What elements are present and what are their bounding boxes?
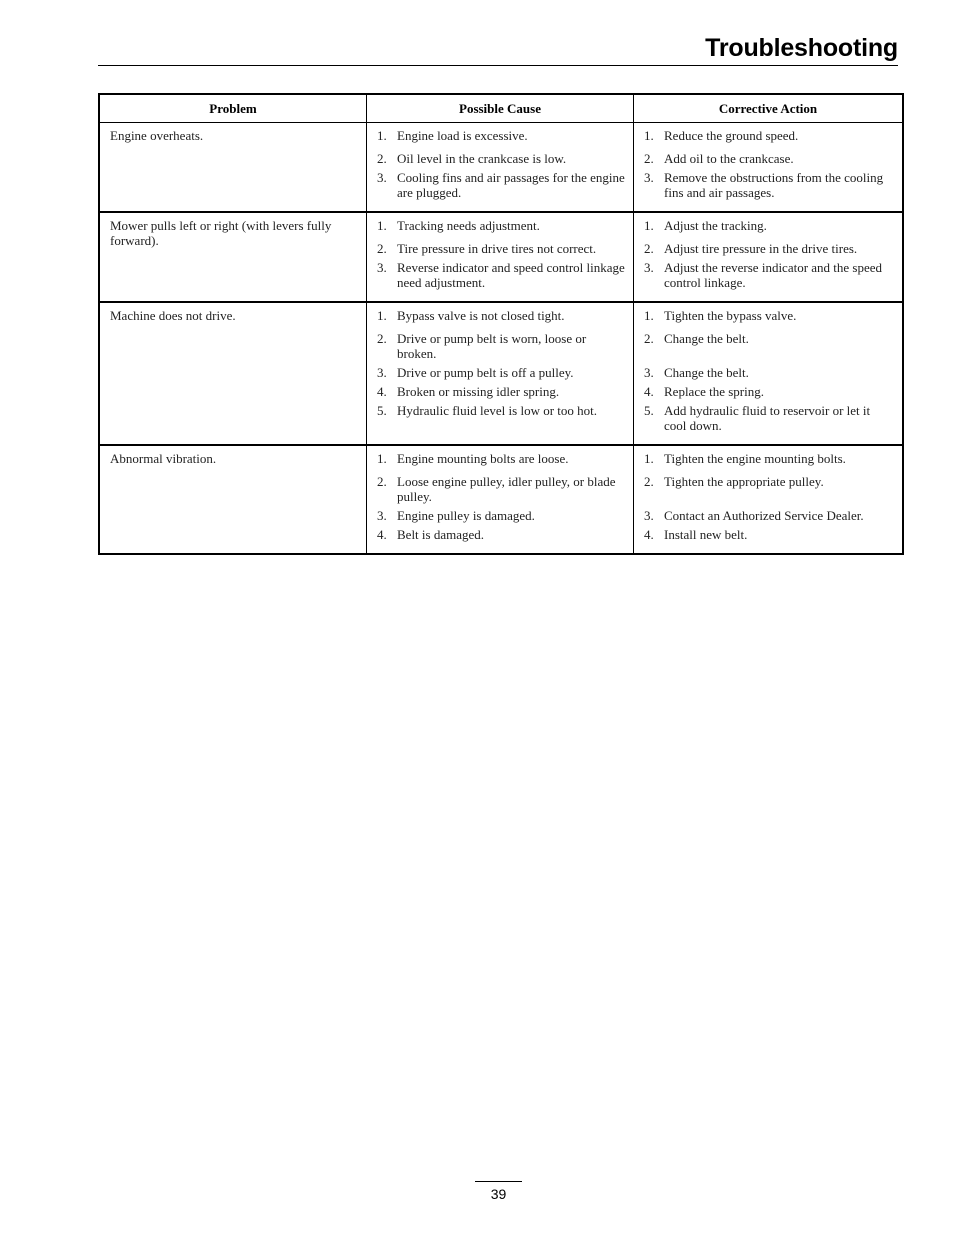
item-number: 3. (377, 260, 387, 275)
item-number: 2. (377, 241, 387, 256)
list-item (377, 508, 625, 523)
item-number: 3. (377, 170, 387, 185)
item-number: 4. (644, 527, 654, 542)
item-text: Add oil to the crankcase. (664, 151, 794, 166)
item-number: 5. (644, 403, 654, 418)
table-row (99, 445, 903, 554)
problem-cell: Engine overheats. (99, 123, 367, 213)
page-number: 39 (475, 1181, 522, 1202)
list-item (644, 151, 894, 166)
item-text: Engine pulley is damaged. (397, 508, 535, 523)
item-number: 2. (644, 474, 654, 489)
list-item (377, 403, 625, 418)
list-item (377, 260, 625, 290)
item-text: Hydraulic fluid level is low or too hot. (397, 403, 598, 418)
item-number: 2. (377, 474, 387, 489)
item-text: Belt is damaged. (397, 527, 485, 542)
item-text: Adjust tire pressure in the drive tires. (664, 241, 858, 256)
problem-cell: Abnormal vibration. (99, 445, 367, 554)
item-text: Engine load is excessive. (397, 128, 528, 143)
column-header-problem: Problem (99, 94, 367, 123)
item-number: 3. (644, 365, 654, 380)
cause-cell (367, 123, 634, 213)
list-item (644, 170, 894, 200)
item-text: Change the belt. (664, 331, 749, 346)
item-number: 1. (377, 451, 387, 466)
table-row (99, 123, 903, 213)
item-number: 1. (377, 218, 387, 233)
column-header-corrective-action: Corrective Action (634, 94, 904, 123)
list-item (377, 527, 625, 542)
item-text: Drive or pump belt is off a pulley. (397, 365, 574, 380)
item-number: 3. (644, 170, 654, 185)
column-header-possible-cause: Possible Cause (367, 94, 634, 123)
item-text: Loose engine pulley, idler pulley, or blade pulley. (397, 474, 616, 504)
item-number: 4. (377, 384, 387, 399)
list-item (644, 308, 894, 323)
problem-cell: Machine does not drive. (99, 302, 367, 445)
item-number: 1. (644, 218, 654, 233)
list-item (644, 260, 894, 290)
item-number: 1. (644, 128, 654, 143)
item-number: 2. (644, 151, 654, 166)
table-row (99, 302, 903, 445)
action-cell (634, 212, 904, 302)
list-item (644, 508, 894, 523)
item-text: Adjust the reverse indicator and the speed control linkage. (664, 260, 883, 290)
list-item (644, 403, 894, 433)
row-spacer (644, 350, 894, 365)
action-cell (634, 123, 904, 213)
list-item (644, 128, 894, 143)
cause-cell (367, 302, 634, 445)
table-row (99, 212, 903, 302)
item-number: 3. (644, 508, 654, 523)
item-number: 1. (644, 308, 654, 323)
item-text: Reduce the ground speed. (664, 128, 799, 143)
list-item (644, 241, 894, 256)
item-text: Oil level in the crankcase is low. (397, 151, 567, 166)
item-text: Cooling fins and air passages for the engine are plugged. (397, 170, 625, 200)
cause-cell (367, 212, 634, 302)
list-item (377, 151, 625, 166)
page-title: Troubleshooting (705, 34, 898, 62)
row-spacer (644, 493, 894, 508)
list-item (644, 365, 894, 380)
list-item (377, 474, 625, 504)
item-text: Tighten the appropriate pulley. (664, 474, 824, 489)
item-number: 4. (644, 384, 654, 399)
troubleshooting-table (98, 93, 904, 555)
item-number: 1. (377, 308, 387, 323)
list-item (644, 451, 894, 466)
item-number: 2. (377, 331, 387, 346)
item-number: 1. (644, 451, 654, 466)
list-item (644, 474, 894, 489)
list-item (644, 331, 894, 346)
list-item (644, 527, 894, 542)
item-number: 5. (377, 403, 387, 418)
item-text: Tracking needs adjustment. (397, 218, 540, 233)
list-item (644, 384, 894, 399)
list-item (377, 218, 625, 233)
table-header-row (99, 94, 903, 123)
item-text: Change the belt. (664, 365, 749, 380)
list-item (644, 218, 894, 233)
list-item (377, 384, 625, 399)
action-cell (634, 445, 904, 554)
cause-cell (367, 445, 634, 554)
item-text: Engine mounting bolts are loose. (397, 451, 569, 466)
item-text: Tighten the bypass valve. (664, 308, 797, 323)
list-item (377, 170, 625, 200)
item-text: Install new belt. (664, 527, 748, 542)
item-text: Tighten the engine mounting bolts. (664, 451, 846, 466)
item-number: 3. (377, 365, 387, 380)
item-text: Contact an Authorized Service Dealer. (664, 508, 864, 523)
item-text: Adjust the tracking. (664, 218, 767, 233)
item-number: 2. (644, 241, 654, 256)
list-item (377, 451, 625, 466)
item-text: Reverse indicator and speed control linkage need adjustment. (397, 260, 625, 290)
item-number: 3. (644, 260, 654, 275)
list-item (377, 128, 625, 143)
list-item (377, 365, 625, 380)
item-number: 3. (377, 508, 387, 523)
item-number: 1. (377, 128, 387, 143)
page-header (98, 30, 898, 66)
item-number: 2. (644, 331, 654, 346)
item-text: Replace the spring. (664, 384, 764, 399)
item-text: Remove the obstructions from the cooling fins and air passages. (664, 170, 884, 200)
item-number: 2. (377, 151, 387, 166)
item-text: Tire pressure in drive tires not correct. (397, 241, 597, 256)
item-text: Drive or pump belt is worn, loose or broken. (397, 331, 587, 361)
item-text: Bypass valve is not closed tight. (397, 308, 565, 323)
list-item (377, 241, 625, 256)
list-item (377, 331, 625, 361)
action-cell (634, 302, 904, 445)
list-item (377, 308, 625, 323)
problem-cell: Mower pulls left or right (with levers fully forward). (99, 212, 367, 302)
item-text: Add hydraulic fluid to reservoir or let it cool down. (664, 403, 871, 433)
item-text: Broken or missing idler spring. (397, 384, 560, 399)
item-number: 4. (377, 527, 387, 542)
